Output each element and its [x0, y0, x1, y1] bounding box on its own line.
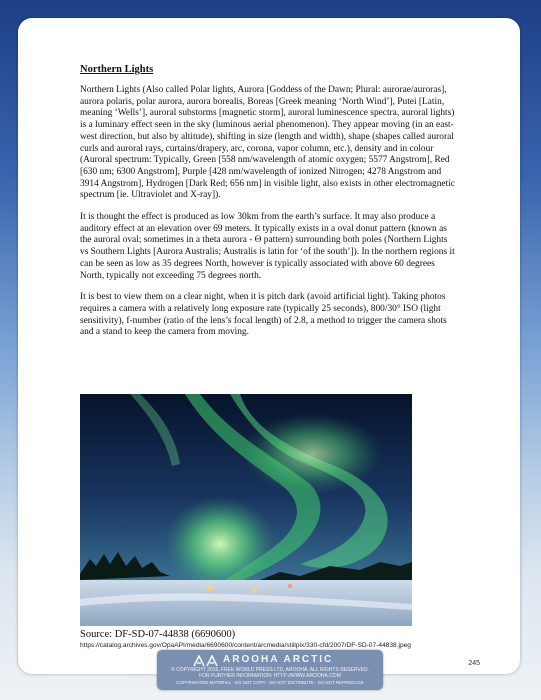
aurora-photo-illustration: [80, 394, 412, 626]
page-number: 245: [468, 660, 480, 667]
paragraph-location: It is thought the effect is produced as low 30km from the earth’s surface. It may also produce a auditory effect at an elevation over 69 meters. It typically exists in a oval donut pattern (known as the auroral oval; sometimes in a theta aurora - Θ pattern) surrounding both poles (Northern Lights vs Southern Lights [Aurora Australis; Australis is latin for ‘of the south’]). In the northern regions it can be seen as low as 35 degrees North, however is typically associated with above 60 degrees North, typically not exceeding 75 degrees north.: [80, 212, 455, 281]
footer-copyright: © COPYRIGHT 2016, FREE WORLD PRESS LTD, AROOHA. ALL RIGHTS RESERVED.: [171, 667, 369, 673]
arooha-logo-icon: [193, 655, 219, 667]
article-title: Northern Lights: [80, 64, 154, 75]
footer-brand: AROOHA ARCTIC: [223, 654, 334, 665]
publisher-footer: [157, 650, 383, 690]
article-body: [80, 64, 455, 349]
footer-notice: COPYRIGHTED MATERIAL - DO NOT COPY - DO NOT DISTRIBUTE - DO NOT REPRODUCE: [176, 680, 364, 685]
footer-info: FOR FURTHER INFORMATION: HTTP://WWW.AROOHA.COM: [199, 673, 341, 679]
document-page: [18, 18, 520, 674]
paragraph-definition: Northern Lights (Also called Polar lights, Aurora [Goddess of the Dawn; Plural: aurorae/auroras], aurora polaris, polar aurora, aurora borealis, Boreas [Greek meaning ‘North Wind’], Putei [Latin, meaning ‘Wells’], auroral substorms [magnetic storm], auroral luminescence spectra, auroral lights) is a luminary effect seen in the sky (luminous aerial phenomenon). They appear moving (in an east-west direction, but also by altitude), shifting in size (length and width), shape (shapes called auroral curls and auroral rays, curtains/drapery, arc, corona, vapor column, etc.), density and in colour (Auroral spectrum: Typically, Green [558 nm/wavelength of atomic oxygen; 5577 Angstrom], Red [630 nm; 6300 Angstrom], Purple [428 nm/wavelength of ionized Nitrogen; 4278 Angstrom and 3914 Angstrom], Hydrogen [Dark Red; 656 nm] in visible light, also exists in other electromagnetic spectrum [ie. Ultraviolet and X-ray]).: [80, 85, 455, 201]
paragraph-viewing: It is best to view them on a clear night, when it is pitch dark (avoid artificial light). Taking photos requires a camera with a relatively long exposure rate (typically 25 seconds), 800/30° ISO (light sensitivity), f-number (ratio of the lens’s focal length) of 2.8, a method to trigger the camera shots and a stand to keep the camera from moving.: [80, 292, 447, 338]
aurora-photo: [80, 394, 412, 626]
photo-source-url: https://catalog.archives.gov/OpaAPI/media/6690600/content/arcmedia/stillpix/330-cfd/2007/DF-SD-07-44838.jpeg: [80, 642, 411, 649]
photo-caption: Source: DF-SD-07-44838 (6690600): [80, 629, 236, 640]
